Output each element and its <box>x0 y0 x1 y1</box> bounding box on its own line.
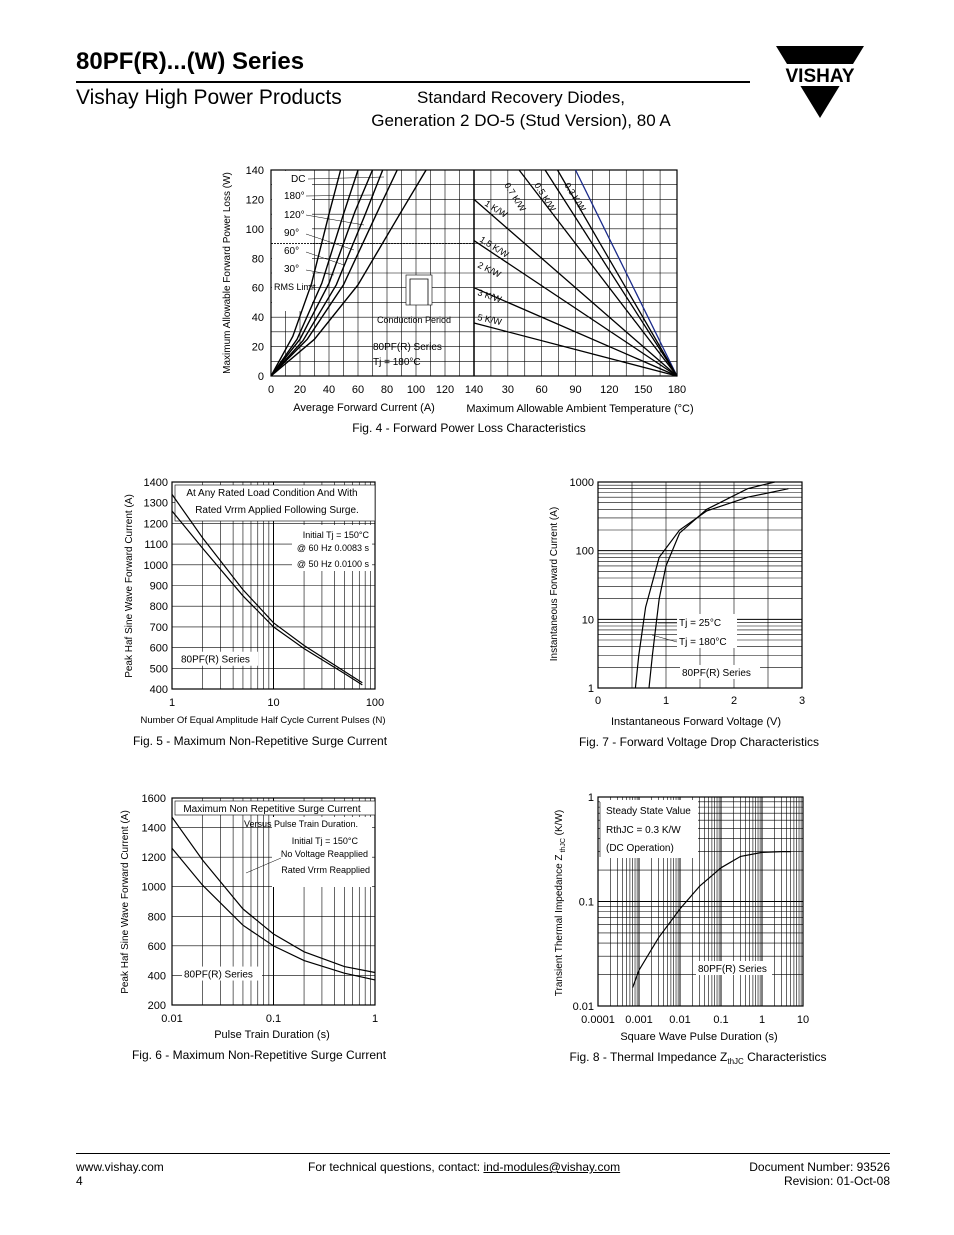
x-axis-title: Number Of Equal Amplitude Half Cycle Current Pulses (N) <box>140 715 386 726</box>
x-tick-label: 0.1 <box>713 1014 729 1026</box>
x-tick-label: 150 <box>633 384 653 396</box>
y-tick-label: 200 <box>147 1000 166 1012</box>
annotation-series: 80PF(R) Series <box>373 342 442 353</box>
thermal-label: 0.5 K/W <box>532 180 558 214</box>
x-tick-label: 0 <box>594 695 602 707</box>
y-tick-label: 700 <box>149 621 168 634</box>
y-tick-label: 100 <box>245 223 264 236</box>
y-tick-label: 900 <box>149 580 168 593</box>
thermal-label: 3 K/W <box>476 287 503 305</box>
vf-curve-2 <box>635 489 788 688</box>
y-tick-label: 0.01 <box>572 1001 594 1013</box>
y-axis-title <box>554 810 567 996</box>
legend-tj25: Tj = 25°C <box>679 618 722 629</box>
curve-label: 180° <box>284 191 305 202</box>
y-axis-title: Instantaneous Forward Current (A) <box>549 506 560 662</box>
note-rthjc: RthJC = 0.3 K/W <box>606 825 681 836</box>
x-tick-label: 0.001 <box>625 1014 653 1026</box>
x-tick-label: 0 <box>267 384 275 396</box>
subtitle-line-2: Generation 2 DO-5 (Stud Version), 80 A <box>371 111 671 130</box>
y-tick-label: 1600 <box>141 793 166 805</box>
y-tick-label: 140 <box>245 165 264 177</box>
x-tick-label: 1 <box>371 1013 379 1025</box>
x-tick-label: 100 <box>406 384 426 396</box>
y-tick-label: 1200 <box>141 852 166 865</box>
thermal-label: 0.3 K/W <box>562 180 588 214</box>
footer-revision: Revision: 01-Oct-08 <box>783 1174 890 1188</box>
footer-website[interactable]: www.vishay.com <box>76 1160 164 1174</box>
note-steady-state: Steady State Value <box>606 806 691 817</box>
y-tick-label: 800 <box>147 911 166 924</box>
y-axis-title: Peak Haf Sine Wave Forward Current (A) <box>120 810 131 994</box>
note-dc: (DC Operation) <box>606 843 674 854</box>
y-tick-label: 1000 <box>143 559 168 572</box>
y-tick-label: 1400 <box>141 822 166 835</box>
x-tick-label: 120 <box>600 384 619 396</box>
y-tick-label: 500 <box>149 663 168 676</box>
curve-label: DC <box>291 174 306 185</box>
series-label: 80PF(R) Series <box>682 668 751 679</box>
y-tick-label: 1100 <box>144 539 168 552</box>
note-no-voltage: No Voltage Reapplied <box>280 849 368 859</box>
subtitle-line-1: Standard Recovery Diodes, <box>417 88 625 107</box>
thermal-label: 5 K/W <box>476 312 503 328</box>
y-tick-label: 120 <box>245 194 264 207</box>
legend-tj180: Tj = 180°C <box>679 637 727 648</box>
chart-fig6 <box>116 788 416 1068</box>
curve-label: 90° <box>284 228 300 239</box>
y-tick-label: 100 <box>575 545 594 558</box>
x-tick-label: 10 <box>796 1014 810 1026</box>
y-tick-label: 1300 <box>143 497 168 510</box>
note-tj: Initial Tj = 150°C <box>291 836 358 846</box>
y-tick-label: 800 <box>149 601 168 614</box>
thermal-label: 0.7 K/W <box>502 180 528 214</box>
x-axis-title-right: Maximum Allowable Ambient Temperature (°C) <box>466 403 694 415</box>
leader-line <box>306 195 374 196</box>
thermal-label: 1 K/W <box>482 198 510 220</box>
figure-caption: Fig. 4 - Forward Power Loss Characteristics <box>352 421 586 435</box>
note-duration: Versus Pulse Train Duration. <box>243 819 358 829</box>
y-tick-label: 1000 <box>141 881 166 894</box>
box-line-2: Rated Vrrm Applied Following Surge. <box>195 505 359 516</box>
x-tick-label: 0.01 <box>161 1013 183 1025</box>
y-axis-title-main: Transient Thermal Impedance Z <box>554 854 565 997</box>
y-tick-label: 1200 <box>143 518 168 531</box>
y-tick-label: 10 <box>581 614 594 627</box>
footer-right <box>749 1160 890 1188</box>
thermal-label: 2 K/W <box>476 259 503 280</box>
series-label: 80PF(R) Series <box>181 654 250 666</box>
chart-fig5 <box>116 472 416 754</box>
footer-contact-email[interactable]: ind-modules@vishay.com <box>483 1160 621 1174</box>
footer-contact <box>308 1160 620 1174</box>
x-tick-label: 0.01 <box>669 1014 691 1026</box>
y-tick-label: 80 <box>251 253 264 266</box>
note-tj: Initial Tj = 150°C <box>302 530 369 540</box>
leader-line <box>652 635 677 642</box>
x-tick-label: 20 <box>293 384 307 396</box>
box-line-1: At Any Rated Load Condition And With <box>186 488 358 499</box>
y-tick-label: 1000 <box>569 477 594 489</box>
y-tick-label: 60 <box>251 282 264 295</box>
figure-caption <box>570 1050 827 1066</box>
annotation-conduction-period: Conduction Period <box>377 315 452 325</box>
x-tick-label: 80 <box>380 384 394 396</box>
chart-fig7 <box>540 472 840 754</box>
curve-label: 60° <box>284 246 300 257</box>
series-label: 80PF(R) Series <box>184 969 253 981</box>
x-tick-label: 90 <box>569 384 582 396</box>
curve-label: 120° <box>284 210 305 221</box>
footer-contact-prefix: For technical questions, contact: <box>308 1160 484 1174</box>
vishay-logo <box>770 44 870 120</box>
y-tick-label: 0.1 <box>578 896 594 909</box>
x-tick-label: 60 <box>535 384 548 396</box>
figure-caption: Fig. 6 - Maximum Non-Repetitive Surge Current <box>131 1048 387 1062</box>
y-axis-title: Maximum Allowable Forward Power Loss (W) <box>222 172 233 374</box>
x-tick-label: 1 <box>758 1014 766 1026</box>
footer-rule <box>76 1153 890 1154</box>
x-tick-label: 100 <box>365 697 385 709</box>
curve-label: RMS Limit <box>274 282 316 292</box>
x-tick-label: 0.0001 <box>581 1014 615 1026</box>
footer-page-number: 4 <box>76 1174 83 1188</box>
x-tick-label: 60 <box>351 384 365 396</box>
document-title: 80PF(R)...(W) Series <box>76 48 305 75</box>
figure-caption: Fig. 5 - Maximum Non-Repetitive Surge Current <box>132 734 388 748</box>
footer-left <box>76 1160 164 1188</box>
x-tick-label: 120 <box>435 384 455 396</box>
x-tick-label: 0.1 <box>265 1013 282 1025</box>
note-60hz: @ 60 Hz 0.0083 s <box>296 543 369 553</box>
y-tick-label: 400 <box>149 684 168 696</box>
x-tick-label: 140 <box>464 384 484 396</box>
x-tick-label: 3 <box>798 695 806 707</box>
note-rated-vrrm: Rated Vrrm Reapplied <box>281 865 370 875</box>
y-tick-label: 1400 <box>143 477 168 489</box>
y-tick-label: 600 <box>149 642 168 655</box>
y-axis-title-suffix: (K/W) <box>554 809 565 839</box>
curve-label: 30° <box>284 264 300 275</box>
header-rule <box>76 81 750 83</box>
x-tick-label: 1 <box>662 695 670 707</box>
brand-line: Vishay High Power Products <box>76 86 342 109</box>
x-tick-label: 1 <box>168 697 176 709</box>
caption-suffix: Characteristics <box>743 1050 827 1064</box>
logo-text: VISHAY <box>785 66 855 87</box>
y-tick-label: 20 <box>251 341 264 354</box>
document-subtitle <box>356 86 686 132</box>
annotation-tj: Tj = 180°C <box>373 357 421 368</box>
y-axis-title: Peak Haf Sine Wave Forward Current (A) <box>124 494 135 678</box>
note-50hz: @ 50 Hz 0.0100 s <box>296 559 369 569</box>
x-axis-title: Instantaneous Forward Voltage (V) <box>611 716 781 728</box>
x-axis-title-left: Average Forward Current (A) <box>293 402 435 414</box>
y-tick-label: 40 <box>251 312 264 325</box>
thermal-label: 1.5 K/W <box>477 234 511 260</box>
x-tick-label: 10 <box>267 697 280 709</box>
chart-fig8 <box>540 788 850 1070</box>
x-tick-label: 2 <box>730 695 738 707</box>
vf-curve-1 <box>649 482 775 688</box>
x-axis-title: Square Wave Pulse Duration (s) <box>620 1031 778 1043</box>
x-tick-label: 180 <box>667 384 687 396</box>
figure-caption: Fig. 7 - Forward Voltage Drop Characteristics <box>578 735 820 749</box>
box-line-1: Maximum Non Repetitive Surge Current <box>183 804 361 815</box>
x-tick-label: 40 <box>322 384 336 396</box>
y-tick-label: 1 <box>587 683 594 695</box>
chart-fig4 <box>214 155 734 440</box>
caption-sub: thJC <box>727 1057 744 1066</box>
caption-main: Fig. 8 - Thermal Impedance Z <box>569 1050 728 1064</box>
y-tick-label: 0 <box>257 371 264 383</box>
y-tick-label: 600 <box>147 940 166 953</box>
y-axis-title-sub: thJC <box>560 838 567 855</box>
footer-doc-number: Document Number: 93526 <box>749 1160 890 1174</box>
series-label: 80PF(R) Series <box>698 964 767 975</box>
leader-line <box>306 234 354 250</box>
y-tick-label: 400 <box>147 970 166 983</box>
y-tick-label: 1 <box>587 792 594 804</box>
x-axis-title: Pulse Train Duration (s) <box>214 1029 330 1041</box>
x-tick-label: 30 <box>501 384 514 396</box>
